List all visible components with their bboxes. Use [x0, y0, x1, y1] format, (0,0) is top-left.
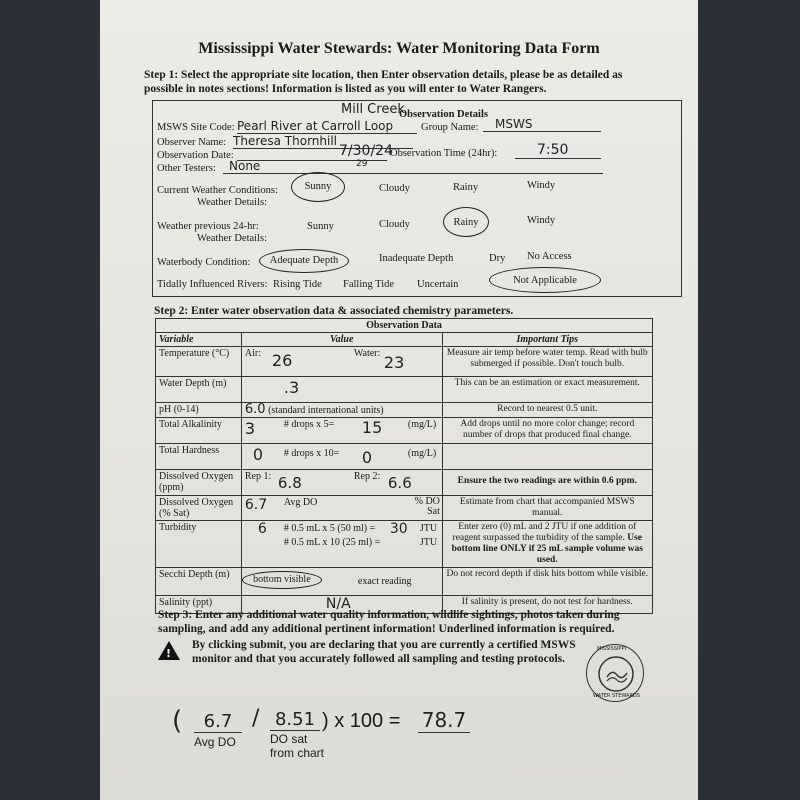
value-ph: 6.0 (standard international units)	[241, 403, 442, 418]
do-avg-value[interactable]: 6.7	[244, 497, 268, 513]
tip-alkalinity: Add drops until no more color change; record number of drops that produced final change.	[442, 418, 652, 444]
value-hardness: 0 # drops x 10= 0 (mg/L)	[241, 444, 442, 470]
head-variable: Variable	[156, 333, 242, 347]
value-alkalinity: 3 # drops x 5= 15 (mg/L)	[241, 418, 442, 444]
alkalinity-drops[interactable]: 3	[244, 419, 256, 438]
formula-result: 78.7	[418, 708, 470, 733]
testers-label: Other Testers:	[157, 163, 216, 174]
do-rep1[interactable]: 6.8	[277, 474, 302, 492]
value-depth[interactable]: .3	[241, 377, 442, 403]
tip-hardness	[442, 444, 652, 470]
hardness-result[interactable]: 0	[361, 448, 373, 467]
table-row	[156, 496, 653, 521]
time-field[interactable]: 7:50	[515, 143, 601, 159]
tidal-option-not-applicable[interactable]: Not Applicable	[489, 267, 601, 293]
formula-do-sat-label: DO sat from chart	[270, 732, 325, 760]
prev-option-windy[interactable]: Windy	[527, 215, 556, 226]
group-label: Group Name:	[421, 122, 479, 133]
form-page: Mississippi Water Stewards: Water Monitoring Data Form Step 1: Select the appropriate site location, then Enter observation details, please be as detailed as possible in notes sections! Information is listed as you will enter to Water Rangers. Mill Creek Observation Details MSWS Site Code: Pearl River at Carroll Loop Group Name: MSWS Observer Name: Theresa Thornhill Observation Date: 7/30/24 29 Observation Time (24hr): 7:50 Other Testers: None Current Weather Conditions: Weather Details: Sunny Cloudy Rainy Windy Weather previous 24-hr: Weather Details: Sunny Cloudy Rainy Windy Waterbody Condition: Adequate Depth Inadequate Depth Dry No Access Tidally Influenced Rivers: Rising Tide Falling Tide Uncertain Not Applicable Step 2: Enter water observation data & associated chemistry parameters. Observation Data Variable Value Important Tips Temperature (°C) Air: 26 Water: 23 Measure air temp before water temp. Read with bulb submerged if possible. Don't touch bulb. Water Depth (m) .3 This can be an estimation or exact measurement. pH (0-14) 6.0 (standard international units) Record to nearest 0.5 unit. Total Alkalinity 3 # drops x 5= 15 (mg/L) Add drops until no more color change; record number of drops that produced final change. Total Hardness 0 # drops x 10= 0 (mg/L) Dissolved Oxygen (ppm) Rep 1: 6.8 Rep 2: 6.6 Ensure the two readings are within 0.6 ppm. Dissolved Oxygen (% Sat) 6.7 Avg DO % DO Sat Estimate from chart that accompanied MSWS manual. Turbidity 6 # 0.5 mL x 5 (50 ml) = 30 JTU # 0.5 mL x 10 (25 ml) = JTU Enter zero (0) mL and 2 JTU if one addition of reagent surpassed the turbidity of the sample. Use bottom line ONLY if 25 mL sample volume was used. Secchi Depth (m) bottom visible exact reading Do not record depth if disk hits bottom while visible. Salinity (ppt) N/A If salinity is present, do not test for hardness. Step 3: Enter any additional water quality information, wildlife sightings, photos taken during sampling, and add any additional pertinent information! Underlined information is required. ! By clicking submit, you are declaring that you are currently a certified MSWS monitor and that you accurately followed all sampling and testing protocols. MISSISSIPPI WATER STEWARDS ( 6.7 Avg DO / 8.51 DO sat from chart ) x 100 = 78.7	[100, 0, 698, 800]
head-tips: Important Tips	[442, 333, 652, 347]
tip-secchi: Do not record depth if disk hits bottom while visible.	[442, 568, 652, 596]
var-do-sat: Dissolved Oxygen (% Sat)	[156, 496, 242, 521]
observer-field[interactable]: Theresa Thornhill	[233, 134, 413, 149]
var-secchi: Secchi Depth (m)	[156, 568, 242, 596]
details-heading: Observation Details	[399, 109, 488, 120]
value-secchi	[241, 568, 442, 596]
waterbody-option-no-access[interactable]: No Access	[527, 251, 572, 262]
step1-instructions: Step 1: Select the appropriate site location, then Enter observation details, please be as detailed as possible in notes sections! Information is listed as you will enter to Water Rangers.	[144, 69, 623, 95]
table-row	[156, 521, 653, 568]
formula-multiplier: ) x 100 =	[322, 710, 401, 732]
step2-instructions: Step 2: Enter water observation data & associated chemistry parameters.	[154, 305, 514, 317]
tip-do-ppm: Ensure the two readings are within 0.6 ppm.	[442, 470, 652, 496]
weather-label: Current Weather Conditions:	[157, 185, 278, 196]
tip-depth: This can be an estimation or exact measurement.	[442, 377, 652, 403]
date-field[interactable]: 7/30/24	[339, 143, 393, 159]
weather-option-cloudy[interactable]: Cloudy	[379, 183, 410, 194]
tidal-option-rising[interactable]: Rising Tide	[273, 279, 322, 290]
observation-details-box	[152, 100, 682, 297]
var-alkalinity: Total Alkalinity	[156, 418, 242, 444]
value-salinity[interactable]: N/A	[241, 596, 442, 614]
site-code-field[interactable]: Pearl River at Carroll Loop	[237, 119, 417, 134]
var-temperature: Temperature (°C)	[156, 347, 242, 377]
prev-option-sunny[interactable]: Sunny	[307, 221, 334, 232]
head-value: Value	[241, 333, 442, 347]
var-hardness: Total Hardness	[156, 444, 242, 470]
tip-temperature: Measure air temp before water temp. Read with bulb submerged if possible. Don't touch bulb.	[442, 347, 652, 377]
testers-field[interactable]: None	[223, 160, 603, 174]
formula-open-paren: (	[172, 706, 183, 736]
weather-option-sunny[interactable]: Sunny	[291, 172, 345, 202]
value-do-sat: 6.7 Avg DO % DO Sat	[241, 496, 442, 521]
msws-logo: MISSISSIPPI WATER STEWARDS	[586, 644, 644, 702]
turbidity-result[interactable]: 30	[389, 521, 408, 537]
table-row	[156, 568, 653, 596]
step3-instructions: Step 3: Enter any additional water quality information, wildlife sightings, photos taken during sampling, and add any additional pertinent information! Underlined information is required.	[158, 609, 620, 635]
weather-details-label: Weather Details:	[197, 197, 267, 208]
var-depth: Water Depth (m)	[156, 377, 242, 403]
secchi-exact-reading[interactable]: exact reading	[357, 576, 412, 587]
waterbody-option-dry[interactable]: Dry	[489, 253, 506, 264]
var-salinity: Salinity (ppt)	[156, 596, 242, 614]
do-rep2[interactable]: 6.6	[387, 474, 412, 492]
table-row	[156, 403, 653, 418]
table-row	[156, 470, 653, 496]
time-label: Observation Time (24hr):	[390, 148, 498, 159]
prev-weather-label: Weather previous 24-hr:	[157, 221, 259, 232]
formula-avg-do: 6.7	[194, 711, 242, 733]
table-row	[156, 418, 653, 444]
tip-do-sat: Estimate from chart that accompanied MSWS manual.	[442, 496, 652, 521]
formula-slash: /	[252, 706, 260, 731]
site-code-label: MSWS Site Code:	[157, 122, 235, 133]
var-ph: pH (0-14)	[156, 403, 242, 418]
ph-value[interactable]: 6.0	[244, 402, 266, 417]
prev-option-rainy[interactable]: Rainy	[443, 207, 489, 237]
hardness-drops[interactable]: 0	[252, 445, 264, 464]
table-row	[156, 347, 653, 377]
formula-do-sat: 8.51	[270, 709, 320, 731]
date-correction: 29	[356, 159, 368, 169]
weather-option-rainy[interactable]: Rainy	[453, 182, 479, 193]
air-temp-value[interactable]: 26	[271, 351, 293, 370]
tip-salinity: If salinity is present, do not test for hardness.	[442, 596, 652, 614]
waterbody-option-inadequate[interactable]: Inadequate Depth	[379, 253, 454, 264]
var-turbidity: Turbidity	[156, 521, 242, 568]
tip-turbidity: Enter zero (0) mL and 2 JTU if one addition of reagent surpassed the turbidity of the sample. Use bottom line ONLY if 25 mL sample volume was used.	[442, 521, 652, 568]
waterbody-option-adequate[interactable]: Adequate Depth	[259, 249, 349, 273]
table-caption: Observation Data	[156, 319, 653, 333]
prev-option-cloudy[interactable]: Cloudy	[379, 219, 410, 230]
value-turbidity: 6 # 0.5 mL x 5 (50 ml) = 30 JTU # 0.5 mL x 10 (25 ml) = JTU	[241, 521, 442, 568]
group-field[interactable]: MSWS	[483, 117, 601, 132]
site-code-handwritten: Mill Creek	[341, 102, 405, 117]
waterbody-label: Waterbody Condition:	[157, 257, 251, 268]
tidal-option-uncertain[interactable]: Uncertain	[417, 279, 459, 290]
declaration-text: By clicking submit, you are declaring that you are currently a certified MSWS monitor and that you accurately followed all sampling and testing protocols.	[192, 639, 576, 665]
value-do-ppm: Rep 1: 6.8 Rep 2: 6.6	[241, 470, 442, 496]
table-row	[156, 444, 653, 470]
observer-label: Observer Name:	[157, 137, 227, 148]
turbidity-drops[interactable]: 6	[257, 521, 267, 537]
secchi-bottom-visible[interactable]: bottom visible	[242, 571, 322, 589]
tidal-option-falling[interactable]: Falling Tide	[343, 279, 395, 290]
water-temp-value[interactable]: 23	[383, 353, 405, 372]
tidal-label: Tidally Influenced Rivers:	[157, 279, 268, 290]
date-label: Observation Date:	[157, 150, 234, 161]
form-title: Mississippi Water Stewards: Water Monitoring Data Form	[198, 40, 600, 57]
weather-option-windy[interactable]: Windy	[527, 180, 556, 191]
prev-weather-details-label: Weather Details:	[197, 233, 267, 244]
tip-ph: Record to nearest 0.5 unit.	[442, 403, 652, 418]
table-row	[156, 377, 653, 403]
alkalinity-result[interactable]: 15	[361, 418, 383, 437]
observation-data-table	[155, 318, 653, 614]
var-do-ppm: Dissolved Oxygen (ppm)	[156, 470, 242, 496]
formula-avg-do-label: Avg DO	[194, 735, 236, 749]
value-temperature: Air: 26 Water: 23	[241, 347, 442, 377]
